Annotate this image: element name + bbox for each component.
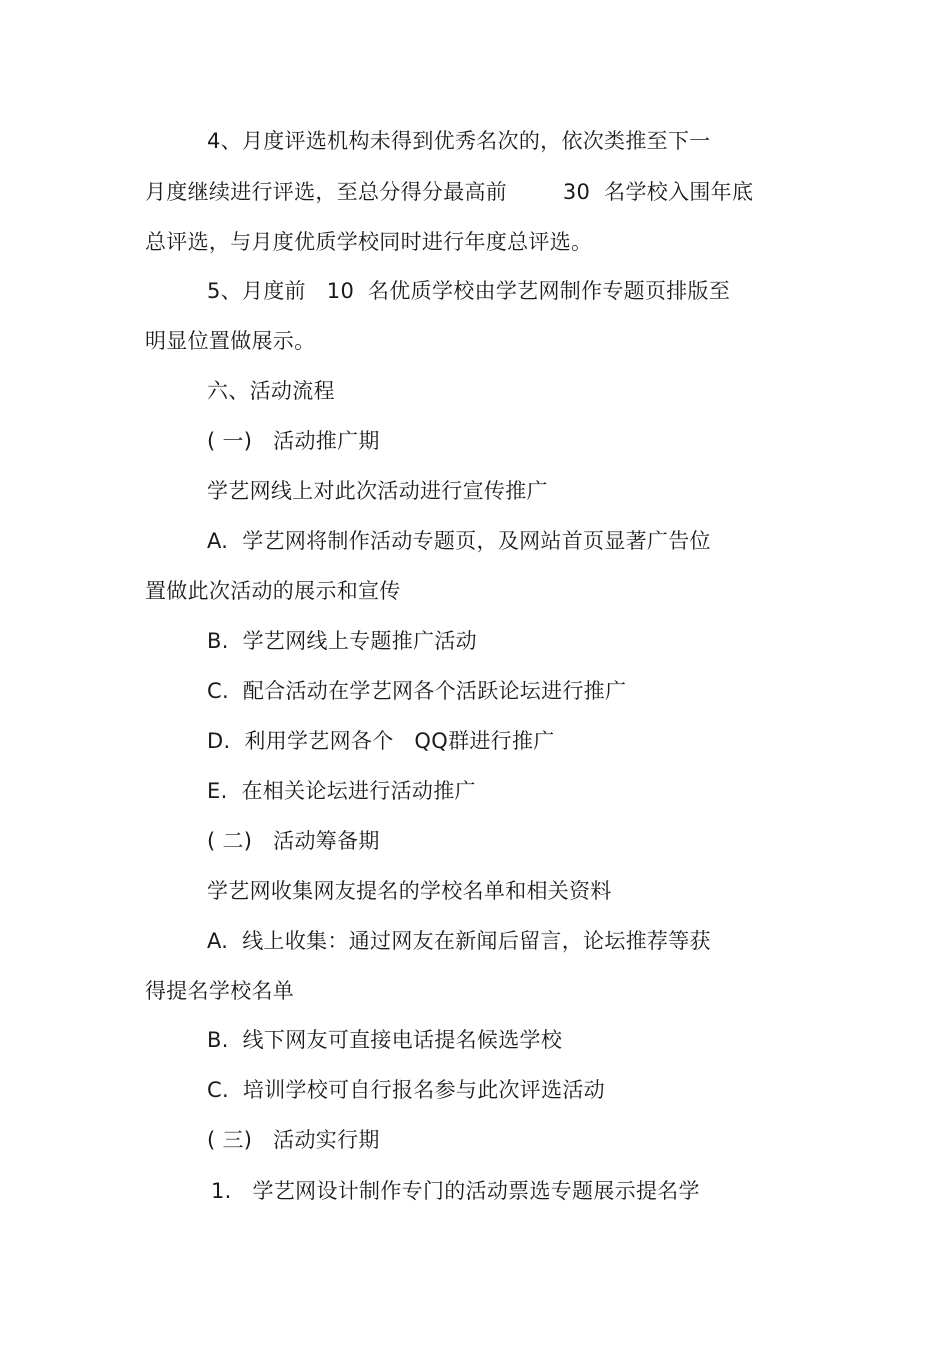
list-item-promotion-c: C. 配合活动在学艺网各个活跃论坛进行推广: [207, 679, 627, 703]
list-item-promotion-d: D. 利用学艺网各个 QQ群进行推广: [207, 729, 555, 753]
paragraph-preparation-intro: 学艺网收集网友提名的学校名单和相关资料: [207, 879, 612, 903]
paragraph-item-4-cont-1: 月度继续进行评选，至总分得分最高前 30 名学校入围年底: [145, 180, 754, 204]
subsection-heading-preparation: ( 二) 活动筹备期: [207, 829, 380, 853]
list-item-preparation-a-cont: 得提名学校名单: [145, 979, 295, 1003]
list-item-preparation-c: C. 培训学校可自行报名参与此次评选活动: [207, 1078, 605, 1102]
section-heading-process: 六、活动流程: [207, 379, 335, 403]
paragraph-item-5-cont: 明显位置做展示。: [145, 329, 316, 353]
list-item-preparation-b: B. 线下网友可直接电话提名候选学校: [207, 1028, 563, 1052]
paragraph-item-5: 5、月度前 10 名优质学校由学艺网制作专题页排版至: [207, 279, 731, 303]
subsection-heading-promotion: ( 一) 活动推广期: [207, 429, 380, 453]
subsection-heading-execution: ( 三) 活动实行期: [207, 1128, 380, 1152]
list-item-promotion-b: B. 学艺网线上专题推广活动: [207, 629, 477, 653]
paragraph-promotion-intro: 学艺网线上对此次活动进行宣传推广: [207, 479, 548, 503]
list-item-promotion-a-cont: 置做此次活动的展示和宣传: [145, 579, 401, 603]
list-item-execution-1: 1. 学艺网设计制作专门的活动票选专题展示提名学: [211, 1179, 700, 1203]
paragraph-item-4-cont-2: 总评选，与月度优质学校同时进行年度总评选。: [145, 230, 593, 254]
paragraph-item-4: 4、月度评选机构未得到优秀名次的，依次类推至下一: [207, 129, 711, 153]
list-item-preparation-a: A. 线上收集：通过网友在新闻后留言，论坛推荐等获: [207, 929, 711, 953]
list-item-promotion-a: A. 学艺网将制作活动专题页，及网站首页显著广告位: [207, 529, 711, 553]
list-item-promotion-e: E. 在相关论坛进行活动推广: [207, 779, 476, 803]
